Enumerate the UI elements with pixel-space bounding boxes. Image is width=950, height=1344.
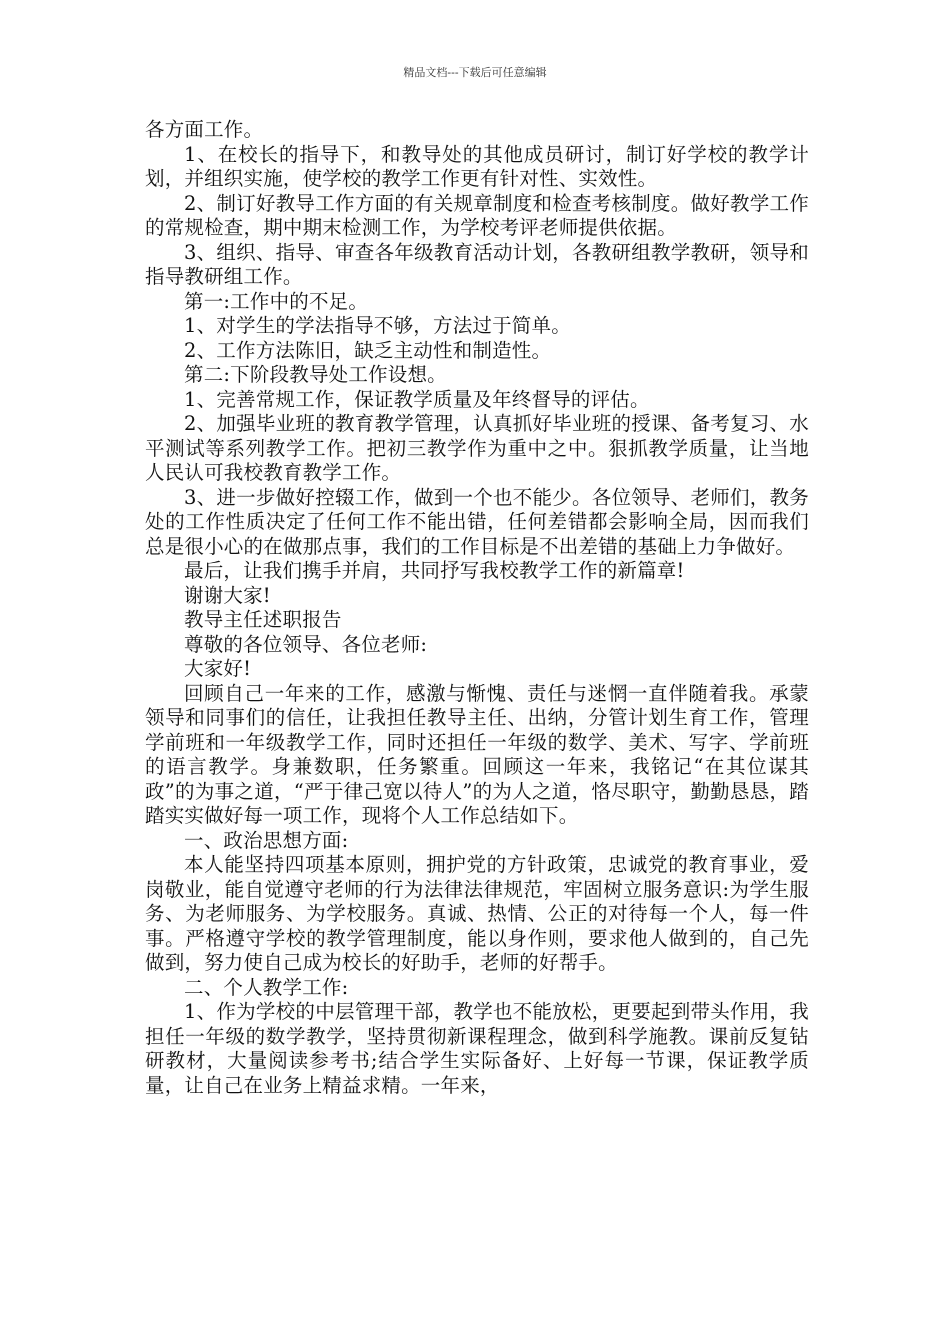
page-header: 精品文档---下载后可任意编辑 [403,66,547,79]
paragraph: 2、加强毕业班的教育教学管理，认真抓好毕业班的授课、备考复习、水平测试等系列教学工作。把初三教学作为重中之中。狠抓教学质量，让当地人民认可我校教育教学工作。 [145,412,809,484]
paragraph: 尊敬的各位领导、各位老师: [184,632,428,656]
paragraph: 2、工作方法陈旧，缺乏主动性和制造性。 [184,338,552,362]
paragraph: 第一:工作中的不足。 [184,289,369,313]
paragraph: 教导主任述职报告 [184,608,342,631]
paragraph: 第二:下阶段教导处工作设想。 [184,363,447,386]
paragraph: 3、组织、指导、审查各年级教育活动计划，各教研组教学教研，领导和指导教研组工作。 [145,240,809,288]
paragraph: 3、进一步做好控辍工作，做到一个也不能少。各位领导、老师们，教务处的工作性质决定了任何工作不能出错，任何差错都会影响全局，因而我们总是很小心的在做那点事，我们的工作目标是不出差错的基础上力争做好。 [145,485,809,558]
paragraph: 1、对学生的学法指导不够，方法过于简单。 [184,314,571,337]
paragraph: 1、在校长的指导下，和教导处的其他成员研讨，制订好学校的教学计划，并组织实施，使学校的教学工作更有针对性、实效性。 [145,142,809,190]
paragraph: 本人能坚持四项基本原则，拥护党的方针政策，忠诚党的教育事业，爱岗敬业，能自觉遵守老师的行为法律法律规范，牢固树立服务意识:为学生服务、为老师服务、为学校服务。真诚、热情、公正的对待每一个人，每一件事。严格遵守学校的教学管理制度，能以身作则，要求他人做到的，自己先做到，努力使自己成为校长的好助手，老师的好帮手。 [145,853,809,974]
paragraph: 二、个人教学工作: [184,975,349,999]
paragraph: 1、完善常规工作，保证教学质量及年终督导的评估。 [184,387,650,411]
paragraph: 大家好! [184,657,252,680]
document-body [145,118,809,1098]
paragraph: 1、作为学校的中层管理干部，教学也不能放松，更要起到带头作用，我担任一年级的数学教学，坚持贯彻新课程理念，做到科学施教。课前反复钻研教材，大量阅读参考书;结合学生实际备好、上好每一节课，保证教学质量，让自己在业务上精益求精。一年来， [145,1000,809,1097]
paragraph: 各方面工作。 [145,118,264,141]
paragraph: 回顾自己一年来的工作，感激与惭愧、责任与迷惘一直伴随着我。承蒙领导和同事们的信任，让我担任教导主任、出纳，分管计划生育工作，管理学前班和一年级教学工作，同时还担任一年级的数学、美术、写字、学前班的语言教学。身兼数职，任务繁重。回顾这一年来，我铭记“在其位谋其政”的为事之道，“严于律己宽以待人”的为人之道，恪尽职守，勤勤恳恳，踏踏实实做好每一项工作，现将个人工作总结如下。 [145,681,809,827]
paragraph: 谢谢大家! [184,583,271,607]
paragraph: 最后，让我们携手并肩，共同抒写我校教学工作的新篇章! [184,559,685,582]
paragraph: 一、政治思想方面: [184,828,349,852]
paragraph: 2、制订好教导工作方面的有关规章制度和检查考核制度。做好教学工作的常规检查，期中期末检测工作，为学校考评老师提供依据。 [145,191,809,239]
